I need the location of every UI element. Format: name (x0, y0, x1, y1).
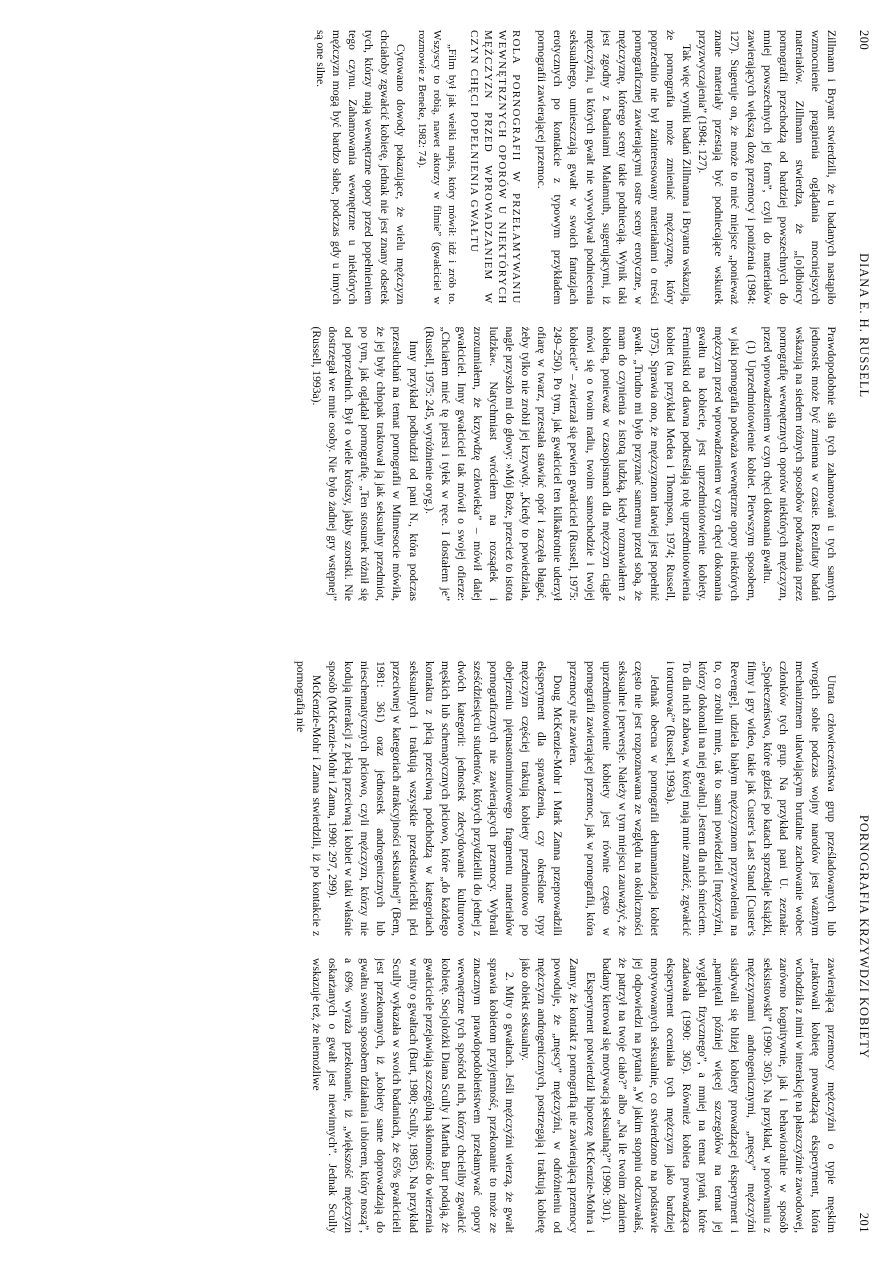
right-running-head (847, 661, 871, 1233)
paragraph: (1) Uprzedmiotowienie kobiet. Pierwszym sposobem, w jaki pornografia podważa wewnętrzne opory niektórych mężczyzn przed wprowadzeniem w czyn chęci dokonania gwałtu na kobiecie, jest uprzedmiotowienie kobiety. Feministki od dawna podkreślają rolę uprzedmiotowienia kobiet (na przykład Medea i Thompson, 1974; Russell, 1975). Sprawia ono, że mężczyznom łatwiej jest popełnić gwałt. „Trudno mi było przyznać samemu przed sobą, że mam do czynienia z istotą ludzką, kiedy rozmawiałem z kobietą, ponieważ w czasopismach dla mężczyzn ciągle mówi się o twoim radiu, twoim samochodzie i twojej kobiecie” – zwierzał się pewien gwałciciel (Russell, 1975: 249–250). Po tym, jak gwałciciel ten kilkakrotnie uderzył ofiarę w twarz, przestała stawiać opór i zaczęła błagać, żeby tylko nie zrobił jej krzywdy. „Kiedy to powiedziała, nagle przyszło mi do głowy: »Mój Boże, przecież to istota ludzka«. Natychmiast wróciłem na rozsądek i zrozumiałem, że krzywdzę człowieka” – mówił dalej gwałciciel. Inny gwałciciel tak mówił o swojej ofierze: „Chciałem mieć tę piersi i tyłek w ręce. I dostałem je” (Russell, 1975: 245, wyróżnienie oryg.). (422, 326, 758, 601)
left-column-2 (19, 327, 839, 602)
right-page-number: 201 (857, 1212, 871, 1233)
paragraph: Eksperyment potwierdził hipotezę McKenzie-Mohra i Zanny, że kontakt z pornografią nie zawierającą przemocy powoduje, że „męscy” mężczyźni, w odróżnieniu od mężczyzn androgenicznych, postrzegają i traktują kobietę jako obiekt seksualny. (519, 958, 597, 1233)
section-heading: ROLA PORNOGRAFII W PRZEŁAMYWANIU WEWNĘTRZNYCH OPORÓW U NIEKTÓRYCH MĘŻCZYZN PRZED WPROWADZANIEM W CZYN CHĘCI POPEŁNIENIA GWAŁTU (468, 30, 523, 305)
left-running-title: DIANA E. H. RUSSELL (857, 253, 871, 399)
paragraph: Utrata człowieczeństwa grup prześladowanych lub wrogich sobie podczas wojny narodów jest ważnym mechanizmem ułatwiającym brutalne zachowanie wobec członków tych grup. Na przykład pani U. zeznała: „Społeczeństwo, które gdzieś po katach sprzedaje książki, filmy i gry wideo, takie jak Custer's Last Stand [Custer's Revenge], udziela białym mężczyznom przyzwolenia na to, co zrobili mnie, tak to sami powiedzieli [mężczyźni, którzy dokonali na niej gwałtu]. Jestem dla nich śmieciem. To dla nich zabawa, w której mają mnie znaleźć, zgwałcić i torturować” (Russell, 1993a). (664, 661, 838, 936)
right-column-2 (19, 958, 839, 1233)
paragraph: Tak więc wyniki badań Zillmanna i Bryanta wskazują, że pornografia może zmieniać mężczyznę, który poprzednio nie był zainteresowany materiałami o treści pornograficznej zawierającymi ostre sceny erotyczne, w mężczyznę, którego sceny takie podniecają. Wynik taki jest zgodny z badaniami Malamuth, sugerującymi, iż mężczyźni, u których gwałt nie wywoływał podniecenia seksualnego, umieszczają gwałt w swoich fantazjach erotycznych po kontakcie z typowym przykładem pornografii zawierającej przemoc. (535, 30, 694, 305)
paragraph: Doug McKenzie-Mohr i Mark Zanna przeprowadzili eksperyment dla sprawdzenia, czy określone typy mężczyzn częściej traktują kobiety przedmiotowo po obejrzeniu piętnastominutowego fragmentu materiałów pornograficznych nie zawierających przemocy. Wybrali sześćdziesięciu studentów, których przydzielili do jednej z dwóch kategorii: jednostek zdecydowanie kulturowo męskich lub schematycznych płciowo, które „do każdego kontaktu z płcią przeciwną podchodzą w kategoriach seksualnych i traktują wszystkie przedstawicielki płci przeciwnej w kategoriach atrakcyjności seksualnej” (Bem, 1981: 361) oraz jednostek androgenicznych lub nieschematycznych płciowo, czyli mężczyzn, którzy nie kodują interakcji z płcią przeciwną i kobiet w taki właśnie sposób (McKenzie-Mohr i Zanna, 1990: 297, 299). (326, 661, 565, 936)
paragraph: Cytowano dowody pokazujące, że wielu mężczyzn chciałoby zgwałcić kobietę, jednak nie jest znany odsetek tych, którzy mają wewnętrzne opory przed popełnieniem tego czynu. Zahamowania wewnętrzne u niektórych mężczyzn mogą być bardzo słabe, podczas gdy u innych są one silne. (313, 30, 408, 305)
paragraph: Inny przykład podbudził od pani N., która podczas przesłuchań na temat pornografii w Minnesocie mówiła, że jej były chłopak traktował ją jak seksualny przedmiot, po tym, jak oglądał pornografię. „Ten stosunek różnił się od poprzednich. Był o wiele krótszy, jakby szorstki. Nie dostrzegał we mnie osoby. Nie było żadnej gry wstępnej” (Russell, 1993a). (310, 326, 420, 601)
right-column-1 (19, 661, 839, 936)
right-running-title: PORNOGRAFIA KRZYWDZI KOBIETY (857, 814, 871, 1059)
right-page (0, 631, 893, 1263)
paragraph: Jednak obecna w pornografii dehumanizacja kobiet często nie jest rozpoznawana ze względu na okoliczności seksualne i perwersje. Należy w tym miejscu zauważyć, że uprzedmiotowienie kobiety jest równie często w pornografii zawierającej przemoc, jak w pornografii, która przemocy nie zawiera. (567, 661, 661, 936)
paragraph: McKenzie-Mohr i Zanna stwierdzili, iż po kontakcie z pornografią nie (293, 661, 323, 936)
paragraph: Prawdopodobnie siła tych zahamowań u tych samych jednostek może być zmienna w czasie. Rezultaty badań wskazują na siedem różnych sposobów podważania przez pornografię wewnętrznych oporów niektórych mężczyzn, przed wprowadzeniem w czyn chęci dokonania gwałtu. (760, 326, 838, 601)
left-running-head (847, 30, 871, 601)
left-column-1 (19, 30, 839, 305)
left-page (0, 0, 893, 631)
paragraph: Zillmann i Bryant stwierdzili, że u badanych nastąpiło wzmocnienie pragnienia oglądania mocniejszych materiałów. Zillmann stwierdza, że „[o]dbiorcy pornografii przechodzą od bardziej powszechnych do mniej powszechnych jej form”, czyli do materiałów zawierających większą dozę przemocy i poniżenia (1984: 127). Sugeruje on, że może to mieć miejsce „ponieważ znane materiały przestają być podniecające wskutek przyzwyczajenia” (1984: 127). (696, 30, 838, 305)
epigraph-quote: „Film był jak wielki napis, który mówił: idź i zrób to. Wszyscy to robią, nawet aktorzy w filmie” (gwałciciel w rozmowie z Beneke, 1982: 74). (416, 30, 459, 305)
left-page-number: 200 (857, 30, 871, 51)
paragraph: zawierającą przemocy mężczyźni o typie męskim „traktowali kobietę prowadzącą eksperyment, która wchodziła z nimi w interakcję na płaszczyźnie zawodowej, zarówno kognitywnie, jak i behawioralnie w sposób seksistowski” (1990: 305). Na przykład, w porównaniu z mężczyznami androgenicznymi, „męscy” mężczyźni siadywali się bliżej kobiety prowadzącej eksperyment i „pamiętali później więcej szczegółów na temat jej wyglądu fizycznego”, a mniej na temat pytań, które zadawała (1990: 305). Również kobieta prowadząca eksperyment oceniała tych mężczyzn jako bardziej motywowanych seksualnie, co stwierdzono na podstawie jej odpowiedzi na pytania „W jakim stopniu odczuwałaś, że patrzył na twoje ciało?” albo „Na ile twoim zdaniem badany kierował się motywacją seksualną?” (1990: 301). (599, 958, 838, 1233)
paragraph: 2. Mity o gwałtach. Jeśli mężczyźni wierzą, że gwałt sprawia kobietom przyjemność, przekonanie to może ze znacznym prawdopodobieństwem przełamywać opory wewnętrzne tych spośród nich, którzy chcieliby zgwałcić kobietę. Socjolożki Diana Scully i Martha Burt podają, że gwałciciele przejawiają szczególną skłonność do wierzenia w mity o gwałtach (Burt, 1980; Scully, 1985). Na przykład Scully wykazała w swoich badaniach, że 65% gwałcicieli jest przekonanych, iż „kobiety same doprowadzają do gwałtu swoim sposobem działania i ubiorem, który noszą”, a 69% wyraża przekonanie, iż „większość mężczyzn oskarżanych o gwałt jest niewinnych”. Jednak Scully wskazuje też, że niemożliwe (310, 958, 517, 1233)
